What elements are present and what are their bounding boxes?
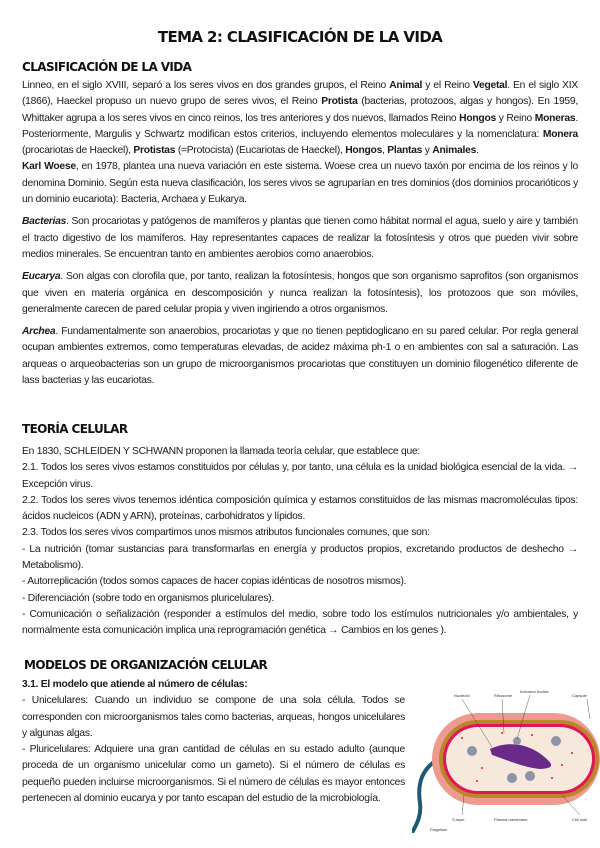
text-run: . Posteriormente, Margulis y Schwartz modifican estos criterios, incluyendo elementos moleculares y la nomenclatura:	[22, 112, 578, 140]
text-run: En 1830, SCHLEIDEN Y SCHWANN proponen la llamada teoría celular, que establece que:	[22, 446, 421, 457]
text-run: 2.1. Todos los seres vivos estamos constituidos por células y, por tanto, una célula es la unidad biológica esencial de la vida. → Excepción virus.	[22, 462, 578, 490]
text-run: ,	[382, 145, 388, 157]
section-heading-modelos: MODELOS DE ORGANIZACIÓN CELULAR	[24, 658, 268, 672]
bold-text: Vegetal	[472, 80, 508, 91]
text-run: y Reino	[495, 112, 535, 124]
text-run: - Pluricelulares: Adquiere una gran cantidad de células en su estado adulto (aunque proceda de un organismo unicelular como un gameto). Si el número de células es pequeño pueden incluirse microorganismos. Si el número de células es mayor entonces pertenecen al dominio eucarya y por tanto escapan del estudio de la microbiología.	[22, 744, 405, 805]
text-run: (procariotas de Haeckel),	[22, 145, 134, 157]
text-run: . Fundamentalmente son anaerobios, procariotas y que no tienen peptidoglicano en su pared celular. Por regla general ocupan ambientes extremos, como temperaturas elevadas, de acidez máxima ph-1 o en ambientes con sal a saturación. Las arqueas o arqueobacterias son un grupo de microorganismos procariotas que constituyen un dominio filogenético diferente de lass bacterias y las eucariotas.	[22, 326, 578, 387]
bold-text: Animal	[389, 80, 423, 91]
label-s-layer: S-layer	[452, 817, 465, 822]
text-run: y el Reino	[422, 80, 473, 91]
paragraph	[22, 607, 578, 640]
bold-text: Protistas	[133, 145, 176, 157]
paragraph	[22, 493, 578, 526]
text-run: 2.2. Todos los seres vivos tenemos idéntica composición química y estamos constituidos de las mismas macromoléculas tipos: ácidos nucleicos (ADN y ARN), proteínas, carbohidratos y lípidos.	[22, 494, 578, 523]
paragraph	[22, 444, 578, 460]
label-nucleoid: Nucleoid	[454, 693, 470, 698]
bold-text: 3.1. El modelo que atiende al número de células:	[22, 679, 248, 690]
bold-text: Eucarya	[22, 271, 61, 283]
paragraph	[22, 574, 578, 590]
paragraph	[22, 78, 578, 159]
section-heading-clasificacion: CLASIFICACIÓN DE LA VIDA	[22, 60, 192, 74]
bold-text: Plantas	[387, 145, 423, 157]
bold-text: Hongos	[345, 145, 383, 157]
text-run: 2.3. Todos los seres vivos compartimos unos mismos atributos funcionales comunes, que son:	[22, 527, 430, 539]
section-body-clasificacion	[22, 78, 578, 389]
bold-text: Animales	[432, 145, 477, 157]
label-plasma-membrane: Plasma membrane	[494, 817, 528, 822]
section-body-teoria-celular	[22, 444, 578, 640]
text-run: - La nutrición (tomar sustancias para transformarlas en energía y productos propios, excretando productos de deshecho → Metabolismo).	[22, 543, 578, 572]
label-capsule: Capsule	[572, 693, 587, 698]
paragraph	[22, 159, 578, 208]
bold-text: Moneras	[534, 112, 576, 124]
text-run: . Son algas con clorofila que, por tanto, realizan la fotosíntesis, hongos que son organismo saprofitos (son organismos que viven en materia orgánica en descomposición y nunca realizan la fotosíntesis), los protozoos que son móviles, generalmente carecen de pared celular propia y viven ingiriendo a otros organismos.	[22, 271, 578, 315]
paragraph	[22, 460, 578, 493]
text-run: , en 1978, plantea una nueva variación en este sistema. Woese crea un nuevo taxón por encima de los reinos y lo denomina Dominio. Según esta nueva clasificación, los seres vivos se agruparían en tres dominios (dos dominios procarióticos y un dominio eucariota): Bacteria, Archaea y Eukarya.	[22, 161, 578, 206]
page-title: TEMA 2: CLASIFICACIÓN DE LA VIDA	[157, 28, 443, 46]
bold-text: Hongos	[459, 112, 496, 124]
bold-text: Protista	[321, 96, 358, 108]
text-run: - Autorreplicación (todos somos capaces de hacer copias idénticas de nosotros mismos).	[22, 576, 407, 588]
bold-text: Karl Woese	[22, 161, 76, 173]
text-run: (=Protocista) (Eucariotas de Haeckel),	[175, 145, 346, 157]
paragraph	[22, 742, 405, 807]
bold-text: Bacterias	[22, 216, 67, 228]
text-run: . Son procariotas y patógenos de mamíferos y plantas que tienen como hábitat normal el agua, suelo y aire y también el tracto digestivo de los mamíferos. Hay representantes capaces de realizar la fotosíntesis y otros que pueden vivir sobre medios minerales. Se encuentran tanto en ambientes aerobios como anaerobios.	[22, 216, 578, 260]
paragraph	[22, 214, 578, 263]
section-body-modelos	[22, 677, 405, 807]
label-cell-wall: Cell wall	[572, 817, 587, 822]
label-flagellum: Flagellum	[430, 827, 448, 832]
paragraph	[22, 542, 578, 575]
bold-text: Monera	[542, 128, 578, 140]
text-run: - Diferenciación (sobre todo en organismos pluricelulares).	[22, 592, 274, 604]
text-run: Linneo, en el siglo XVIII, separó a los seres vivos en dos grandes grupos, el Reino	[22, 80, 390, 91]
text-run: y	[422, 145, 433, 157]
bacterial-cell-diagram	[412, 683, 600, 833]
label-ribosome: Ribosome	[494, 693, 513, 698]
bold-text: Archea	[22, 326, 56, 338]
text-run: - Comunicación o señalización (responder a estímulos del medio, sobre todo los estímulos nutricionales y/o ambientales, y normalmente esta comunicación implica una reprogramación genética → Cambios en los genes ).	[22, 608, 578, 637]
paragraph	[22, 591, 578, 607]
label-inclusion-bodies: Inclusion bodies	[520, 689, 549, 694]
text-run: - Unicelulares: Cuando un individuo se compone de una sola célula. Todos se corresponden con microorganismos tales como bacterias, arqueas, hongos unicelulares y algunas algas.	[22, 695, 405, 739]
paragraph	[22, 525, 578, 541]
text-run: (bacterias, protozoos, algas y hongos). En 1959, Whittaker agrupa a los seres vivos en cinco reinos, los tres anteriores y dos nuevos, llamados Reino	[22, 96, 578, 124]
paragraph	[22, 269, 578, 318]
text-run: . En el siglo XIX (1866), Haeckel propuso un nuevo grupo de seres vivos, el Reino	[22, 80, 578, 108]
paragraph	[22, 693, 405, 742]
text-run: .	[476, 145, 479, 157]
paragraph	[22, 324, 578, 389]
section-heading-teoria-celular: TEORÍA CELULAR	[22, 422, 128, 436]
paragraph	[22, 677, 405, 693]
